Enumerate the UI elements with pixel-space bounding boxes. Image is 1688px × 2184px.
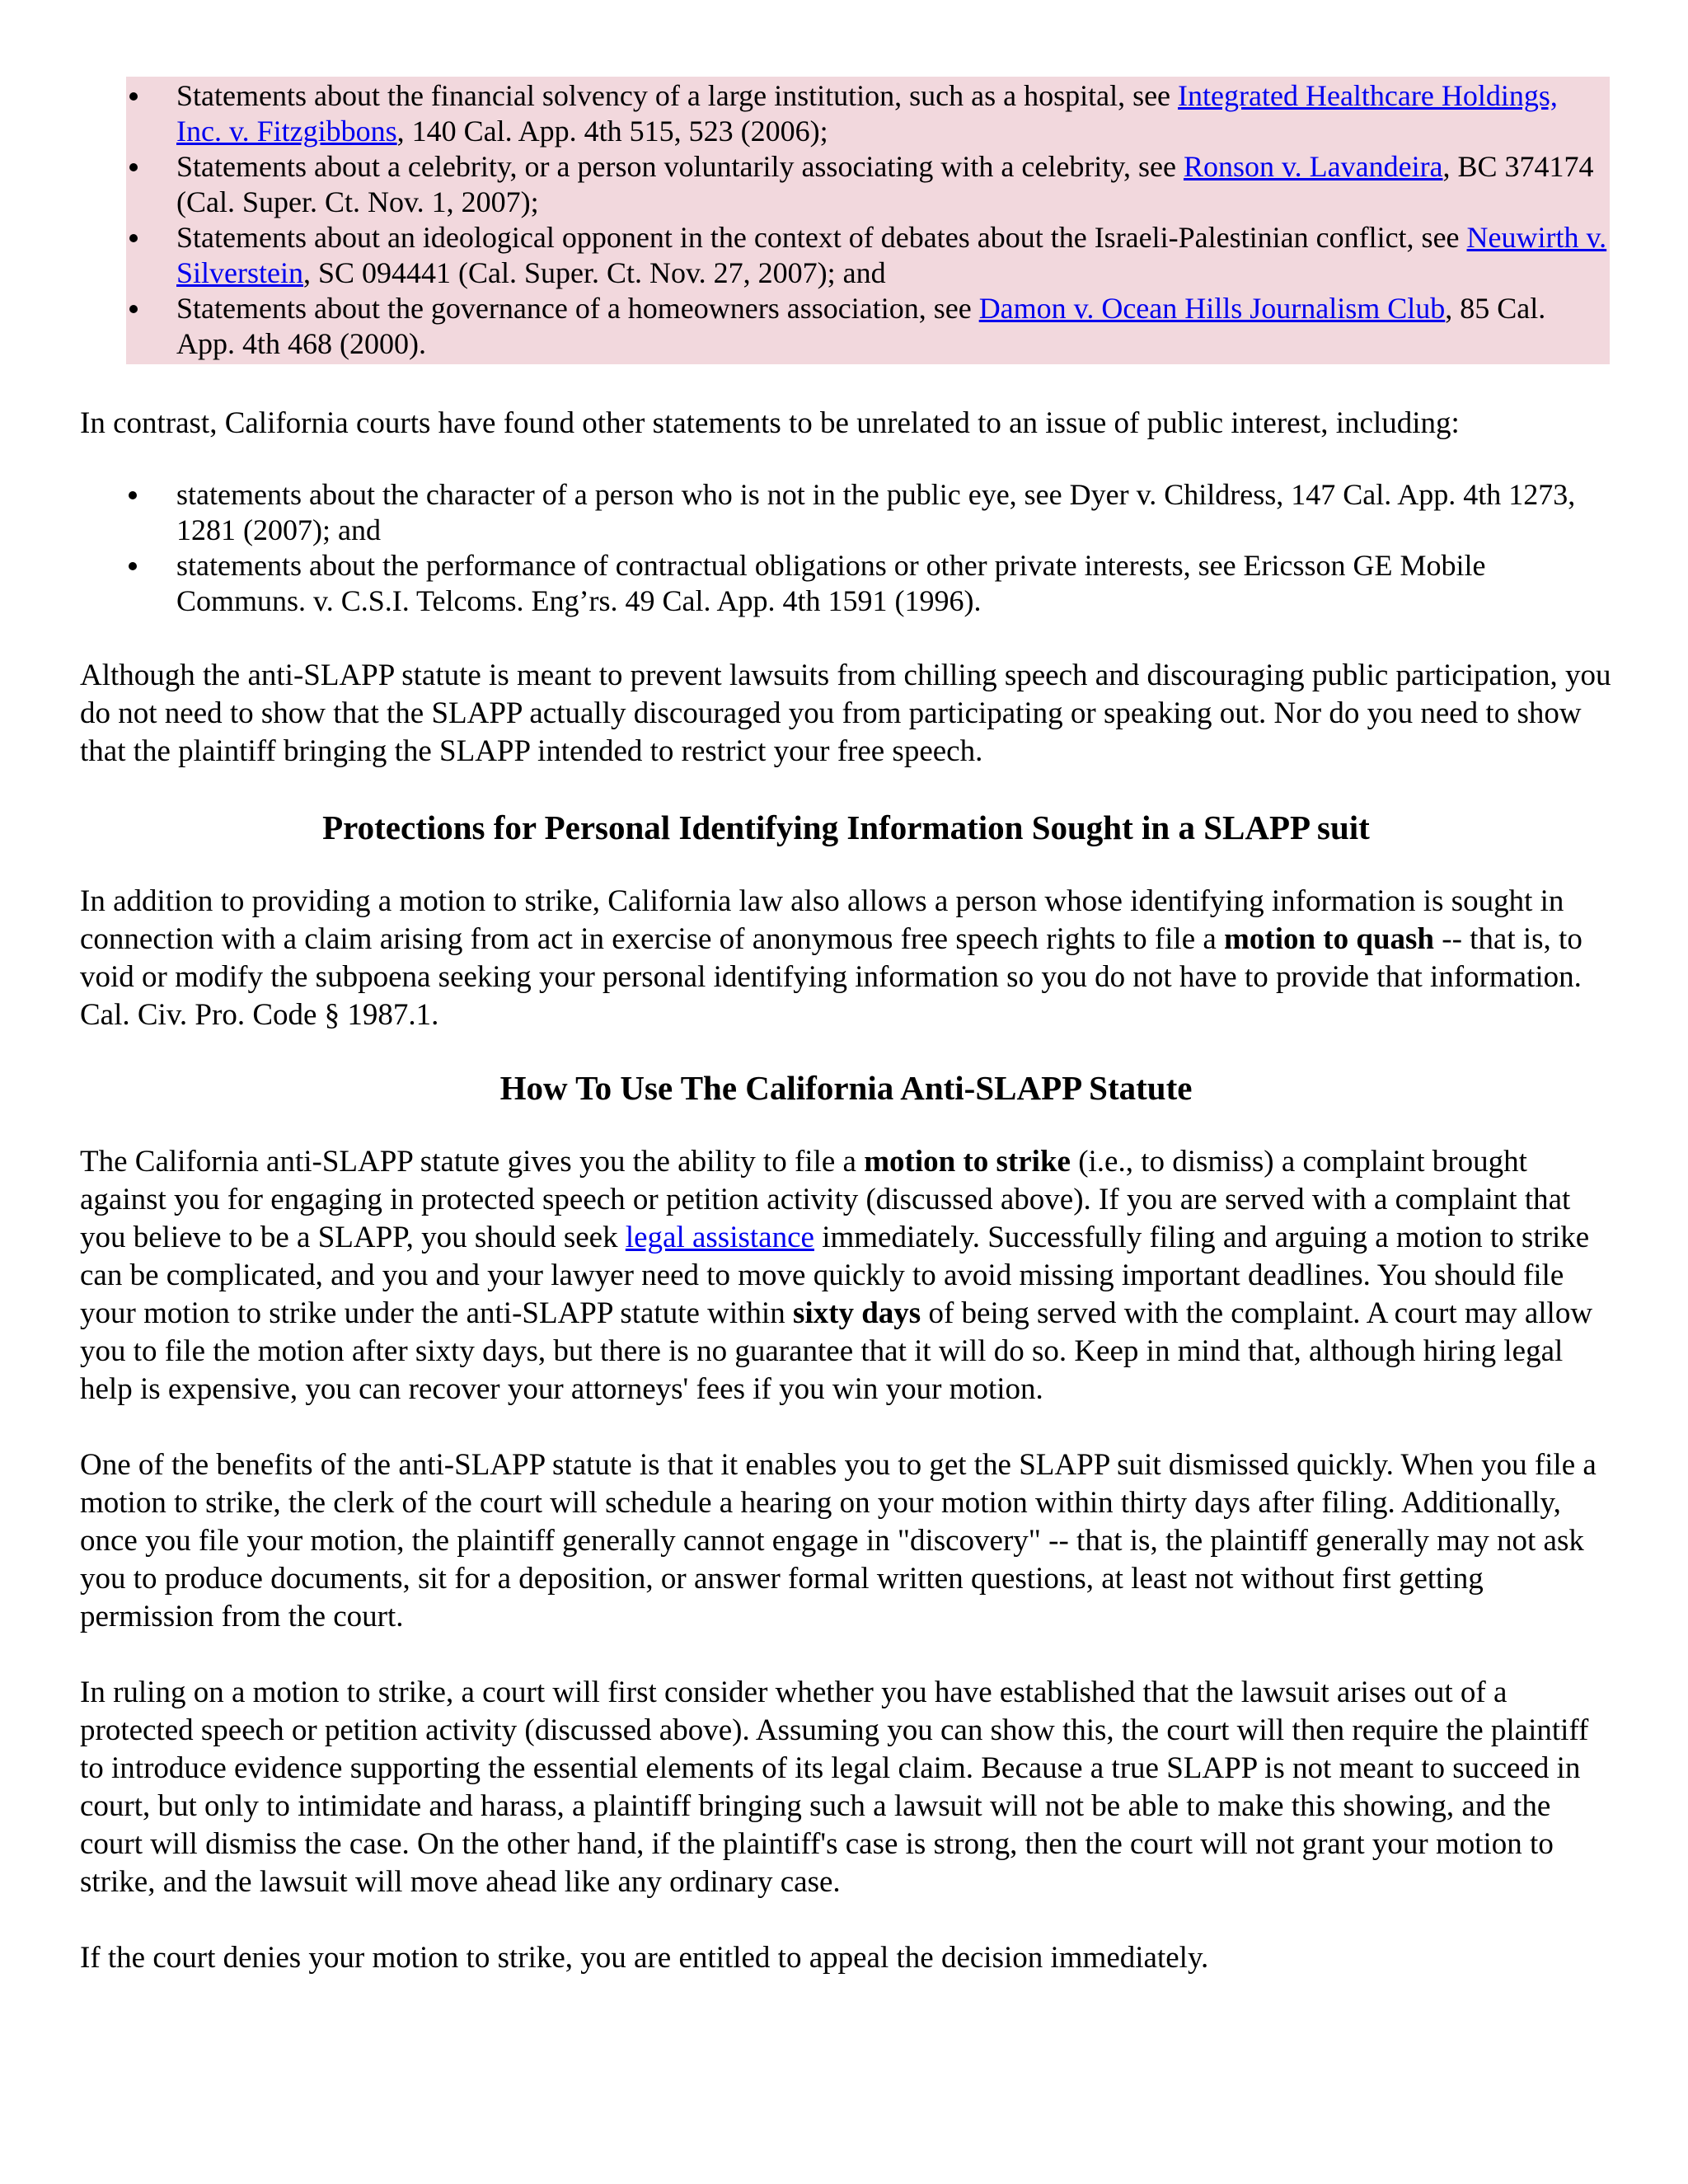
bullet-icon	[129, 491, 137, 499]
contrast-intro: In contrast, California courts have found other statements to be unrelated to an issue of public interest, including:	[80, 406, 1460, 440]
paragraph-ruling: In ruling on a motion to strike, a court will first consider whether you have established that the lawsuit arises out of a protected speech or petition activity (discussed above). Assuming you can show this, the court will then require the plaintiff to introduce evidence supporting the essential elements of its legal claim. Because a true SLAPP is not meant to succeed in court, but only to intimidate and harass, a plaintiff bringing such a lawsuit will not be able to make this showing, and the court will dismiss the case. On the other hand, if the plaintiff's case is strong, then the court will not grant your motion to strike, and the lawsuit will move ahead like any ordinary case.	[80, 1675, 1589, 1899]
case-link-ronson[interactable]: Ronson v. Lavandeira	[1183, 150, 1443, 183]
bullet-icon	[129, 562, 137, 570]
case-link-damon[interactable]: Damon v. Ocean Hills Journalism Club	[978, 292, 1446, 325]
list-item: Statements about a celebrity, or a person voluntarily associating with a celebrity, see Ronson v. Lavandeira, BC 374174 (Cal. Super. Ct. Nov. 1, 2007);	[126, 149, 1610, 220]
list-item: Statements about an ideological opponent in the context of debates about the Israeli-Palestinian conflict, see Neuwirth v. Silverstein, SC 094441 (Cal. Super. Ct. Nov. 27, 2007); and	[126, 220, 1610, 291]
list-item: Statements about the financial solvency of a large institution, such as a hospital, see Integrated Healthcare Holdings, Inc. v. Fitzgibbons, 140 Cal. App. 4th 515, 523 (2006);	[126, 78, 1610, 149]
heading-how-to: How To Use The California Anti-SLAPP Statute	[499, 1069, 1193, 1107]
public-interest-highlight	[126, 77, 1610, 364]
bullet-icon	[129, 305, 138, 313]
heading-protections: Protections for Personal Identifying Information Sought in a SLAPP suit	[322, 808, 1370, 846]
paragraph-appeal: If the court denies your motion to strike, you are entitled to appeal the decision immediately.	[80, 1941, 1209, 1975]
case-link-neuwirth[interactable]: Neuwirth v. Silverstein	[176, 221, 1607, 289]
paragraph-strike: The California anti-SLAPP statute gives you the ability to file a motion to strike (i.e., to dismiss) a complaint brought against you for engaging in protected speech or petition activity (discussed above). If you are served with a complaint that you believe to be a SLAPP, you should seek legal assistance immediately. Successfully filing and arguing a motion to strike can be complicated, and you and your lawyer need to move quickly to avoid missing important deadlines. You should file your motion to strike under the anti-SLAPP statute within sixty days of being served with the complaint. A court may allow you to file the motion after sixty days, but there is no guarantee that it will do so. Keep in mind that, although hiring legal help is expensive, you can recover your attorneys' fees if you win your motion.	[80, 1145, 1593, 1406]
paragraph-benefits: One of the benefits of the anti-SLAPP statute is that it enables you to get the SLAPP suit dismissed quickly. When you file a motion to strike, the clerk of the court will schedule a hearing on your motion within thirty days after filing. Additionally, once you file your motion, the plaintiff generally cannot engage in "discovery" -- that is, the plaintiff generally may not ask you to produce documents, sit for a deposition, or answer formal written questions, at least not without first getting permission from the court.	[80, 1448, 1597, 1633]
case-link-integrated-healthcare[interactable]: Integrated Healthcare Holdings, Inc. v. Fitzgibbons	[176, 79, 1558, 148]
list-item: Statements about the governance of a homeowners association, see Damon v. Ocean Hills Journalism Club, 85 Cal. App. 4th 468 (2000).	[126, 291, 1610, 362]
paragraph-quash: In addition to providing a motion to strike, California law also allows a person whose identifying information is sought in connection with a claim arising from act in exercise of anonymous free speech rights to file a motion to quash -- that is, to void or modify the subpoena seeking your personal identifying information so you do not have to provide that information. Cal. Civ. Pro. Code § 1987.1.	[80, 884, 1582, 1032]
public-interest-list	[126, 78, 1610, 362]
legal-assistance-link[interactable]: legal assistance	[625, 1221, 814, 1254]
bullet-icon	[129, 163, 138, 171]
unrelated-list	[80, 477, 1612, 619]
paragraph-although: Although the anti-SLAPP statute is meant to prevent lawsuits from chilling speech and discouraging public participation, you do not need to show that the SLAPP actually discouraged you from participating or speaking out. Nor do you need to show that the plaintiff bringing the SLAPP intended to restrict your free speech.	[80, 658, 1611, 768]
list-item: statements about the character of a person who is not in the public eye, see Dyer v. Childress, 147 Cal. App. 4th 1273, 1281 (2007); and	[80, 477, 1612, 548]
bullet-icon	[129, 234, 138, 242]
list-item: statements about the performance of contractual obligations or other private interests, see Ericsson GE Mobile Communs. v. C.S.I. Telcoms. Eng’rs. 49 Cal. App. 4th 1591 (1996).	[80, 548, 1612, 619]
bullet-icon	[129, 92, 138, 101]
